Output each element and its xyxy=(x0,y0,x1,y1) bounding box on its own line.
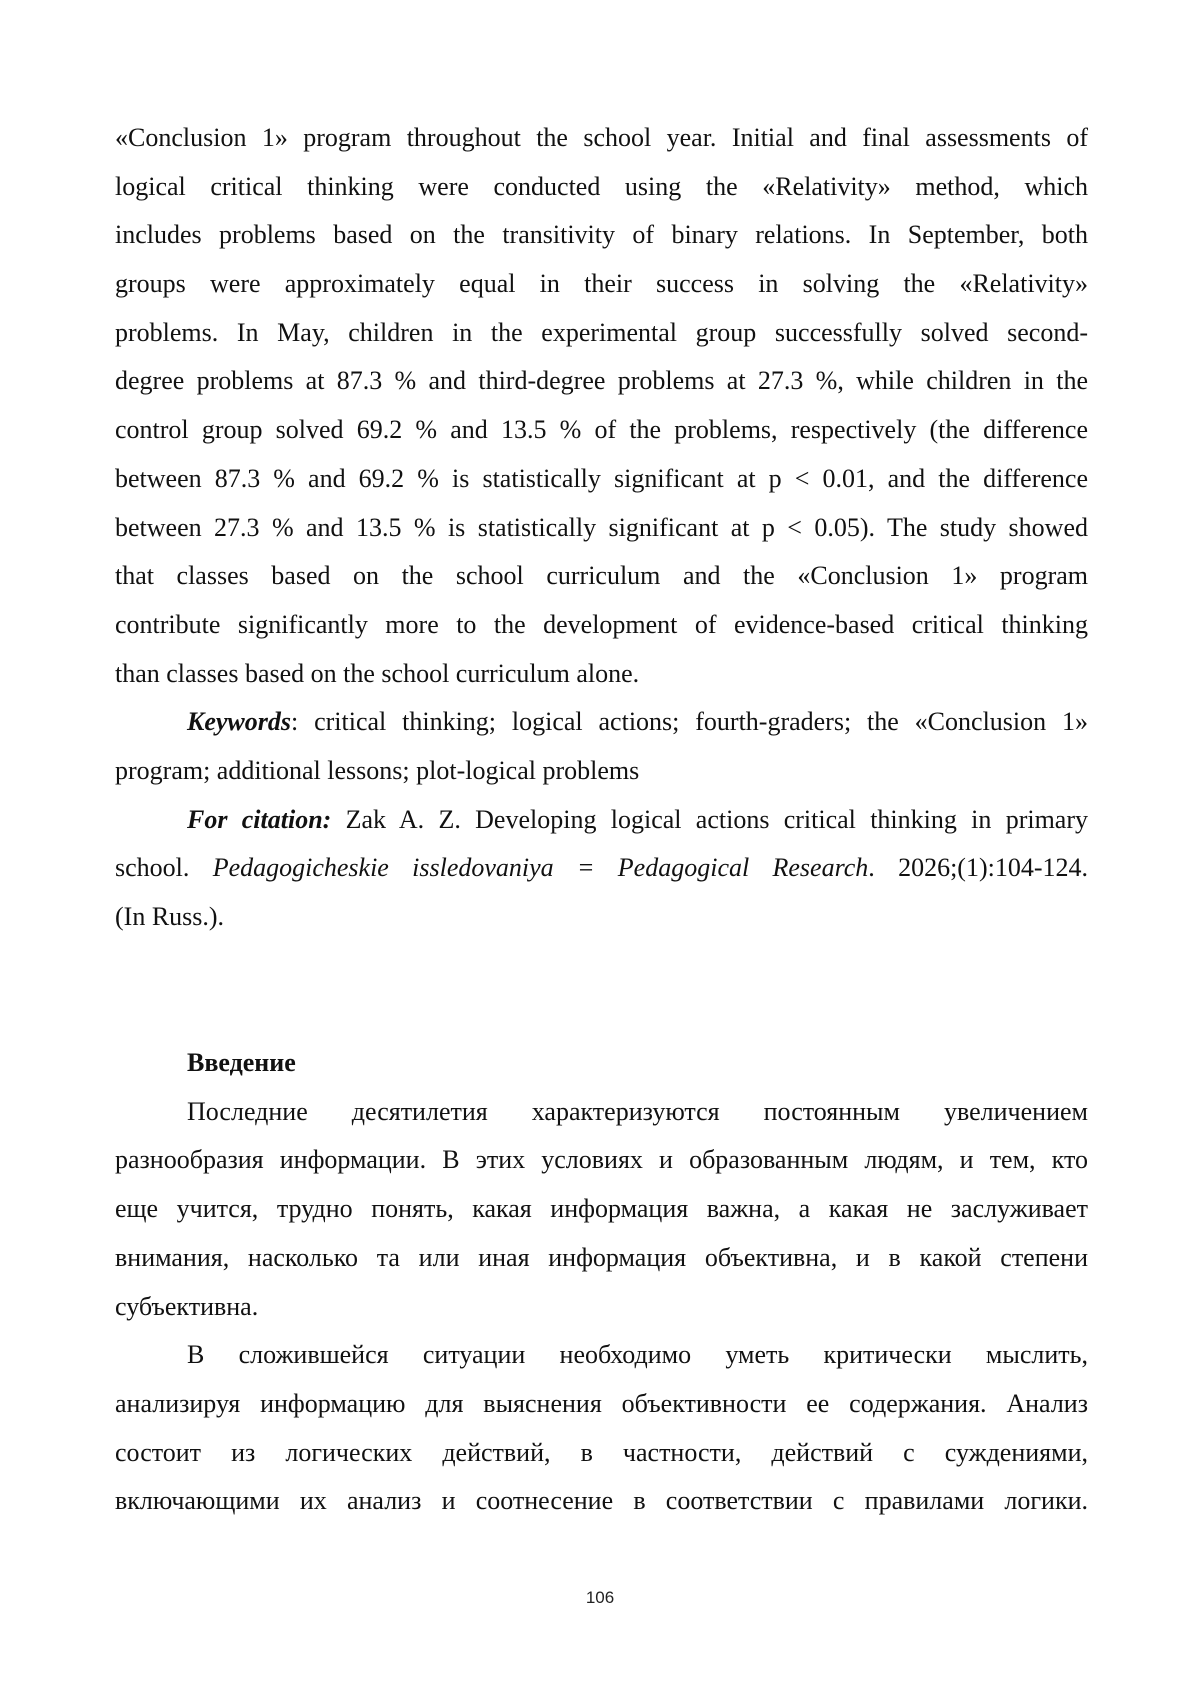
spacer xyxy=(115,942,1088,991)
abstract-line: between 27.3 % and 13.5 % is statistically significant at p < 0.05). The study showed xyxy=(115,512,1088,542)
keywords xyxy=(115,698,1088,795)
citation-text: school. xyxy=(115,853,213,883)
paragraph-line: анализируя информацию для выяснения объективности ее содержания. Анализ xyxy=(115,1388,1088,1418)
abstract-line: control group solved 69.2 % and 13.5 % of the problems, respectively (the difference xyxy=(115,415,1088,445)
citation-line: (In Russ.). xyxy=(115,902,225,931)
keywords-text: : critical thinking; logical actions; fourth-graders; the «Conclusion 1» xyxy=(291,707,1088,737)
citation-line xyxy=(115,796,1088,845)
journal-name: Pedagogicheskie issledovaniya = Pedagogical Research xyxy=(212,853,869,883)
page-number: 106 xyxy=(585,1588,615,1607)
abstract-line: «Conclusion 1» program throughout the school year. Initial and final assessments of xyxy=(115,123,1088,152)
abstract-line: between 87.3 % and 69.2 % is statistically significant at p < 0.01, and the difference xyxy=(115,463,1088,493)
abstract xyxy=(115,114,1088,698)
abstract-line: degree problems at 87.3 % and third-degree problems at 27.3 %, while children in the xyxy=(115,366,1088,396)
document-page xyxy=(115,114,1088,1526)
paragraph-line: состоит из логических действий, в частности, действий с суждениями, xyxy=(115,1437,1088,1467)
keywords-label: Keywords xyxy=(187,707,291,737)
section-heading: Введение xyxy=(187,1048,296,1078)
abstract-line: logical critical thinking were conducted using the «Relativity» method, which xyxy=(115,171,1088,201)
paragraph-line: разнообразия информации. В этих условиях и образованным людям, и тем, кто xyxy=(115,1145,1088,1175)
introduction-section xyxy=(115,1039,1088,1526)
citation xyxy=(115,796,1088,942)
paragraph-line: субъективна. xyxy=(115,1291,259,1321)
abstract-line: than classes based on the school curriculum alone. xyxy=(115,658,640,688)
spacer xyxy=(115,990,1088,1039)
paragraph-line: В сложившейся ситуации необходимо уметь критически мыслить, xyxy=(187,1340,1088,1370)
abstract-line: problems. In May, children in the experimental group successfully solved second- xyxy=(115,317,1088,347)
abstract-line: groups were approximately equal in their success in solving the «Relativity» xyxy=(115,269,1088,299)
keywords-line xyxy=(115,698,1088,747)
paragraph-line: Последние десятилетия характеризуются постоянным увеличением xyxy=(187,1096,1088,1126)
citation-line xyxy=(115,844,1088,893)
citation-text: Zak A. Z. Developing logical actions critical thinking in primary xyxy=(331,804,1088,834)
keywords-line: program; additional lessons; plot-logical problems xyxy=(115,755,640,785)
paragraph-line: включающими их анализ и соотнесение в соответствии с правилами логики. xyxy=(115,1486,1088,1516)
abstract-line: includes problems based on the transitivity of binary relations. In September, both xyxy=(115,220,1088,250)
citation-text: . 2026;(1):104-124. xyxy=(868,853,1088,883)
abstract-line: contribute significantly more to the development of evidence-based critical thinking xyxy=(115,609,1088,639)
abstract-line: that classes based on the school curriculum and the «Conclusion 1» program xyxy=(115,561,1088,591)
citation-label: For citation: xyxy=(187,804,332,834)
paragraph-line: еще учится, трудно понять, какая информация важна, а какая не заслуживает xyxy=(115,1194,1088,1224)
paragraph-line: внимания, насколько та или иная информация объективна, и в какой степени xyxy=(115,1242,1088,1272)
